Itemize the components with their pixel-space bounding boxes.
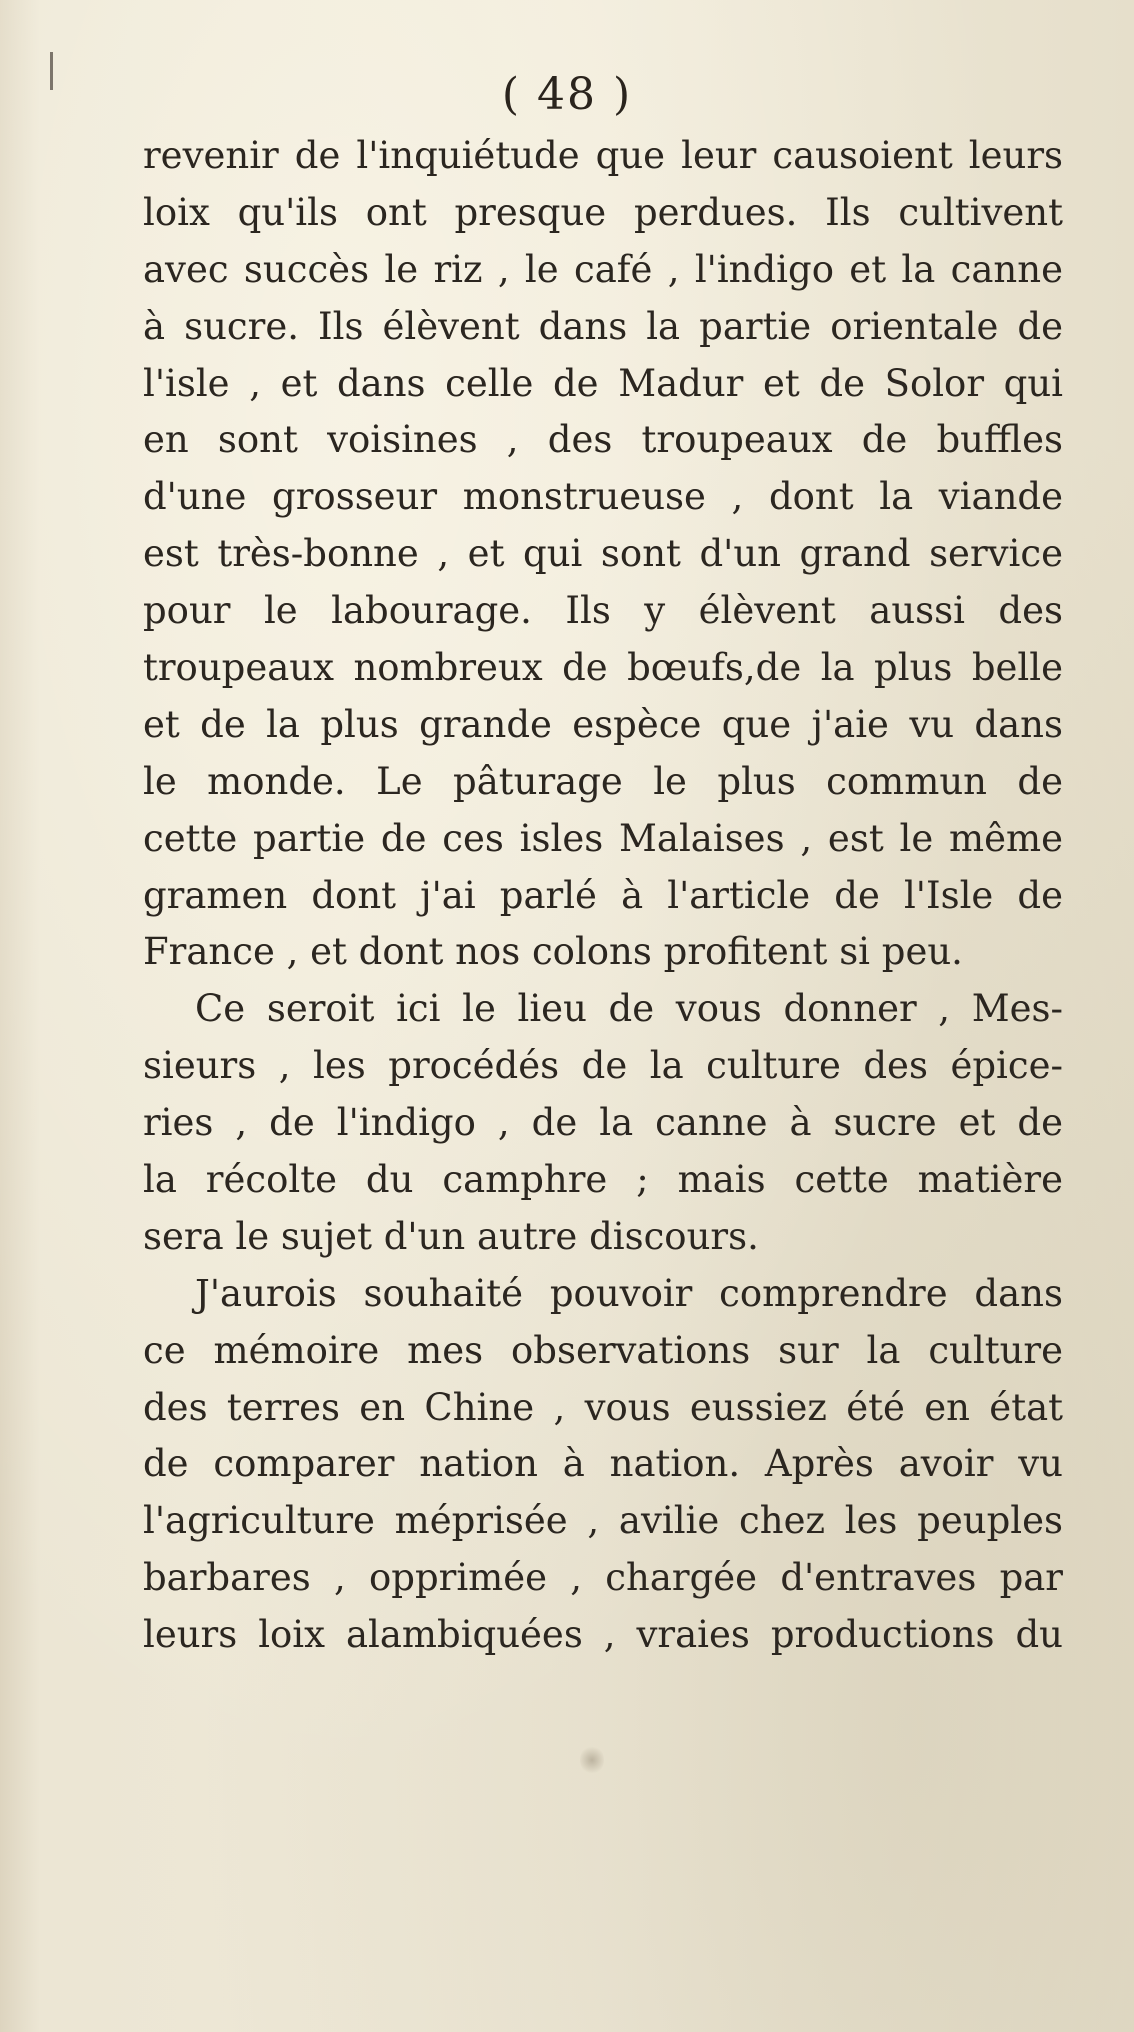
text-line: de comparer nation à nation. Après avoir vu xyxy=(143,1442,1063,1486)
ink-smudge xyxy=(580,1745,604,1775)
text-line: sieurs , les procédés de la culture des épice- xyxy=(143,1044,1063,1088)
text-line: est très-bonne , et qui sont d'un grand service xyxy=(143,532,1063,576)
text-line: à sucre. Ils élèvent dans la partie orientale de xyxy=(143,304,1063,348)
text-line: gramen dont j'ai parlé à l'article de l'Isle de xyxy=(143,873,1063,917)
text-line: ce mémoire mes observations sur la culture xyxy=(143,1328,1063,1372)
body-text xyxy=(143,128,1063,1664)
text-line: ries , de l'indigo , de la canne à sucre et de xyxy=(143,1101,1063,1145)
text-line: J'aurois souhaité pouvoir comprendre dans xyxy=(195,1271,1063,1315)
text-line: leurs loix alambiquées , vraies productions du xyxy=(143,1613,1063,1657)
text-line: troupeaux nombreux de bœufs,de la plus belle xyxy=(143,646,1063,690)
text-line: en sont voisines , des troupeaux de buffles xyxy=(143,418,1063,462)
text-line: France , et dont nos colons profitent si peu. xyxy=(143,930,963,974)
text-line: l'isle , et dans celle de Madur et de Solor qui xyxy=(143,361,1063,405)
text-line: cette partie de ces isles Malaises , est le même xyxy=(143,816,1063,860)
text-line: loix qu'ils ont presque perdues. Ils cultivent xyxy=(143,190,1063,234)
text-line: et de la plus grande espèce que j'aie vu dans xyxy=(143,702,1063,746)
text-line: d'une grosseur monstrueuse , dont la viande xyxy=(143,475,1063,519)
text-line: des terres en Chine , vous eussiez été en état xyxy=(143,1385,1063,1429)
text-line: la récolte du camphre ; mais cette matière xyxy=(143,1158,1063,1202)
page-number: ( 48 ) xyxy=(501,69,633,120)
text-line: pour le labourage. Ils y élèvent aussi des xyxy=(143,589,1063,633)
text-line: avec succès le riz , le café , l'indigo et la canne xyxy=(143,247,1063,291)
text-line: l'agriculture méprisée , avilie chez les peuples xyxy=(143,1499,1063,1543)
text-line: Ce seroit ici le lieu de vous donner , Mes- xyxy=(195,987,1063,1031)
text-line: revenir de l'inquiétude que leur causoient leurs xyxy=(143,134,1063,177)
text-line: barbares , opprimée , chargée d'entraves par xyxy=(143,1556,1063,1600)
text-line: le monde. Le pâturage le plus commun de xyxy=(143,759,1063,803)
text-line: sera le sujet d'un autre discours. xyxy=(143,1214,759,1258)
